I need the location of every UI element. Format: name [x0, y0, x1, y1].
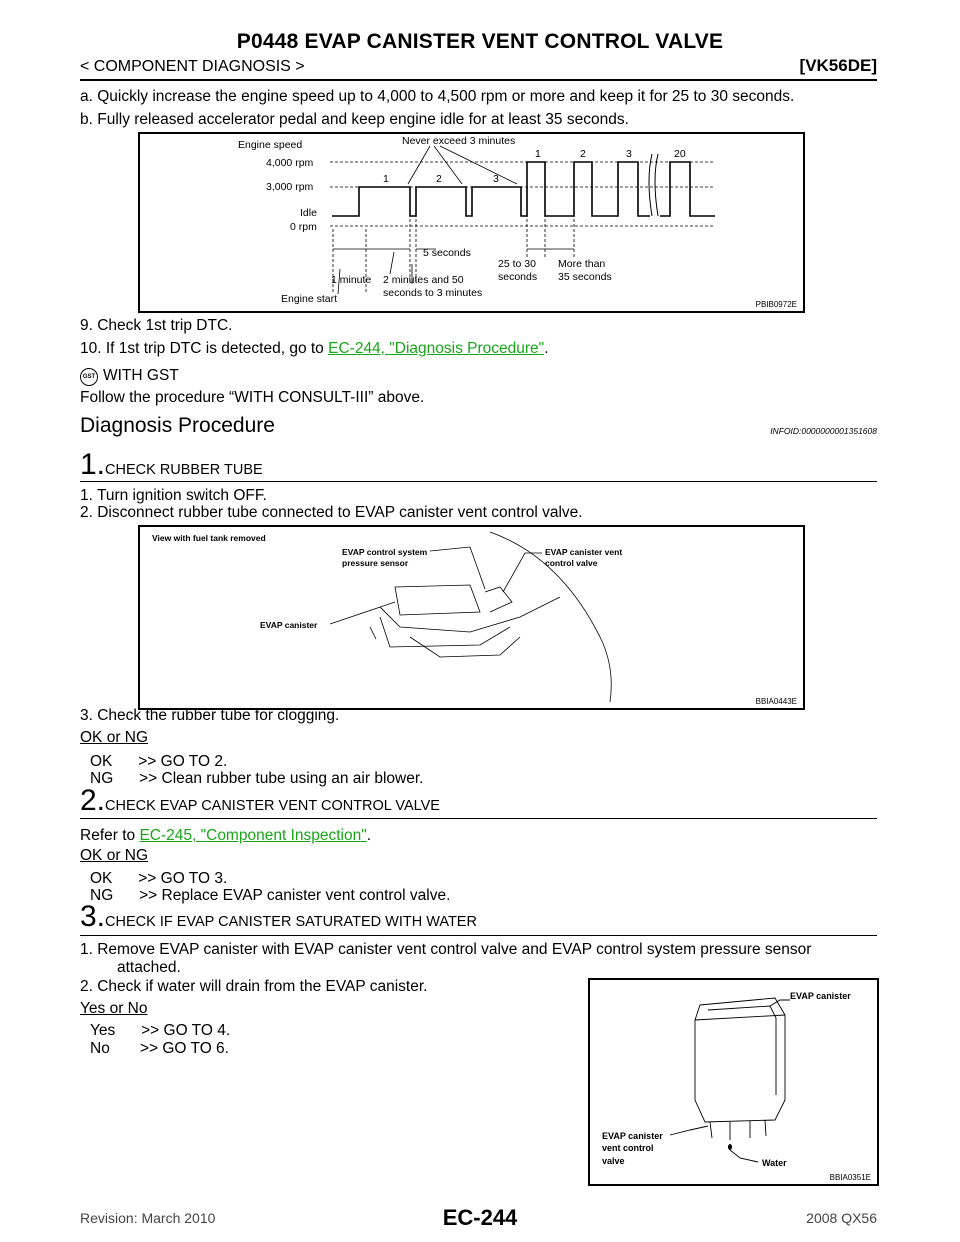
step2-header: 2.CHECK EVAP CANISTER VENT CONTROL VALVE: [80, 784, 440, 817]
label-engine-speed: Engine speed: [238, 139, 303, 151]
step-b: b. Fully released accelerator pedal and keep engine idle for at least 35 seconds.: [80, 111, 629, 128]
step2-divider: [80, 818, 877, 819]
label-3000: 3,000 rpm: [266, 181, 314, 193]
step-9: 9. Check 1st trip DTC.: [80, 317, 233, 334]
step2-ok: OK >> GO TO 3.: [90, 870, 228, 887]
label-vent1: EVAP canister vent: [545, 547, 623, 557]
component-inspection-link[interactable]: EC-245, "Component Inspection": [139, 827, 367, 844]
label-canister: EVAP canister: [790, 991, 851, 1001]
evap-location-figure: [138, 525, 805, 710]
label-n2b: 2: [580, 148, 586, 160]
page-title: P0448 EVAP CANISTER VENT CONTROL VALVE: [236, 30, 724, 53]
evap-location-drawing: [140, 527, 803, 708]
label-2min-line1: 2 minutes and 50: [383, 274, 464, 286]
label-valve3: valve: [602, 1156, 625, 1166]
evap-canister-figure: [588, 978, 879, 1186]
label-n2a: 2: [436, 173, 442, 185]
step1-ng: NG >> Clean rubber tube using an air blower.: [90, 770, 424, 787]
step1-line3: 3. Check the rubber tube for clogging.: [80, 707, 340, 724]
step3-divider: [80, 935, 877, 936]
step3-yes: Yes >> GO TO 4.: [90, 1022, 231, 1039]
label-valve2: vent control: [602, 1143, 654, 1153]
step2-okng: OK or NG: [80, 847, 149, 864]
label-1-minute: 1 minute: [331, 274, 372, 286]
step1-ok: OK >> GO TO 2.: [90, 753, 228, 770]
footer-model: 2008 QX56: [806, 1210, 877, 1226]
step2-ng: NG >> Replace EVAP canister vent control valve.: [90, 887, 451, 904]
diagnosis-heading: Diagnosis Procedure: [80, 414, 275, 437]
step1-header: 1.CHECK RUBBER TUBE: [80, 448, 263, 481]
label-valve1: EVAP canister: [602, 1131, 663, 1141]
label-idle: Idle: [300, 207, 317, 219]
label-canister: EVAP canister: [260, 620, 318, 630]
label-more-line1: More than: [558, 258, 606, 270]
footer-revision: Revision: March 2010: [80, 1210, 216, 1226]
gst-text: Follow the procedure “WITH CONSULT-III” above.: [80, 389, 425, 406]
label-4000: 4,000 rpm: [266, 157, 314, 169]
step3-line2: 2. Check if water will drain from the EVAP canister.: [80, 978, 428, 995]
label-25-line2: seconds: [498, 271, 538, 283]
diagnosis-procedure-link[interactable]: EC-244, "Diagnosis Procedure": [328, 340, 545, 357]
label-0rpm: 0 rpm: [290, 221, 317, 233]
page-number: EC-244: [442, 1205, 518, 1230]
evap-canister-drawing: [590, 980, 877, 1184]
step1-okng: OK or NG: [80, 729, 149, 746]
figure-tag: BBIA0351E: [829, 1173, 871, 1182]
step1-line2: 2. Disconnect rubber tube connected to EVAP canister vent control valve.: [80, 504, 583, 521]
model-code: [VK56DE]: [799, 56, 877, 75]
breadcrumb: < COMPONENT DIAGNOSIS >: [80, 58, 305, 75]
step1-divider: [80, 481, 877, 482]
step3-yesno: Yes or No: [80, 1000, 148, 1017]
label-water: Water: [762, 1158, 787, 1168]
label-vent2: control valve: [545, 558, 598, 568]
figure-tag: PBIB0972E: [755, 300, 797, 309]
gst-label: WITH GST: [103, 367, 179, 384]
step3-line1b: attached.: [117, 959, 181, 976]
label-n3a: 3: [493, 173, 499, 185]
label-n1b: 1: [535, 148, 541, 160]
step-10: 10. If 1st trip DTC is detected, go to EC-244, "Diagnosis Procedure".: [80, 340, 549, 357]
label-more-line2: 35 seconds: [558, 271, 612, 283]
step2-refer: Refer to EC-245, "Component Inspection".: [80, 827, 372, 844]
label-engine-start: Engine start: [281, 293, 338, 305]
label-n1a: 1: [383, 173, 389, 185]
step3-no: No >> GO TO 6.: [90, 1040, 229, 1057]
label-n3b: 3: [626, 148, 632, 160]
label-n20: 20: [674, 148, 686, 160]
engine-speed-chart-figure: [138, 132, 805, 313]
gst-icon: GST: [80, 368, 98, 386]
label-sensor2: pressure sensor: [342, 558, 409, 568]
label-5-seconds: 5 seconds: [423, 247, 471, 259]
label-never-exceed: Never exceed 3 minutes: [402, 135, 516, 147]
label-view: View with fuel tank removed: [152, 533, 266, 543]
step1-line1: 1. Turn ignition switch OFF.: [80, 487, 267, 504]
label-sensor1: EVAP control system: [342, 547, 428, 557]
step-a: a. Quickly increase the engine speed up to 4,000 to 4,500 rpm or more and keep it for 25 to 30 seconds.: [80, 88, 795, 105]
step3-line1a: 1. Remove EVAP canister with EVAP canister vent control valve and EVAP control system pressure sensor: [80, 941, 812, 958]
label-2min-line2: seconds to 3 minutes: [383, 287, 483, 299]
label-25-line1: 25 to 30: [498, 258, 536, 270]
engine-speed-chart: [140, 134, 803, 311]
figure-tag: BBIA0443E: [755, 697, 797, 706]
step3-header: 3.CHECK IF EVAP CANISTER SATURATED WITH WATER: [80, 900, 477, 933]
header-divider: [80, 79, 877, 81]
info-id: INFOID:0000000001351608: [770, 426, 877, 436]
